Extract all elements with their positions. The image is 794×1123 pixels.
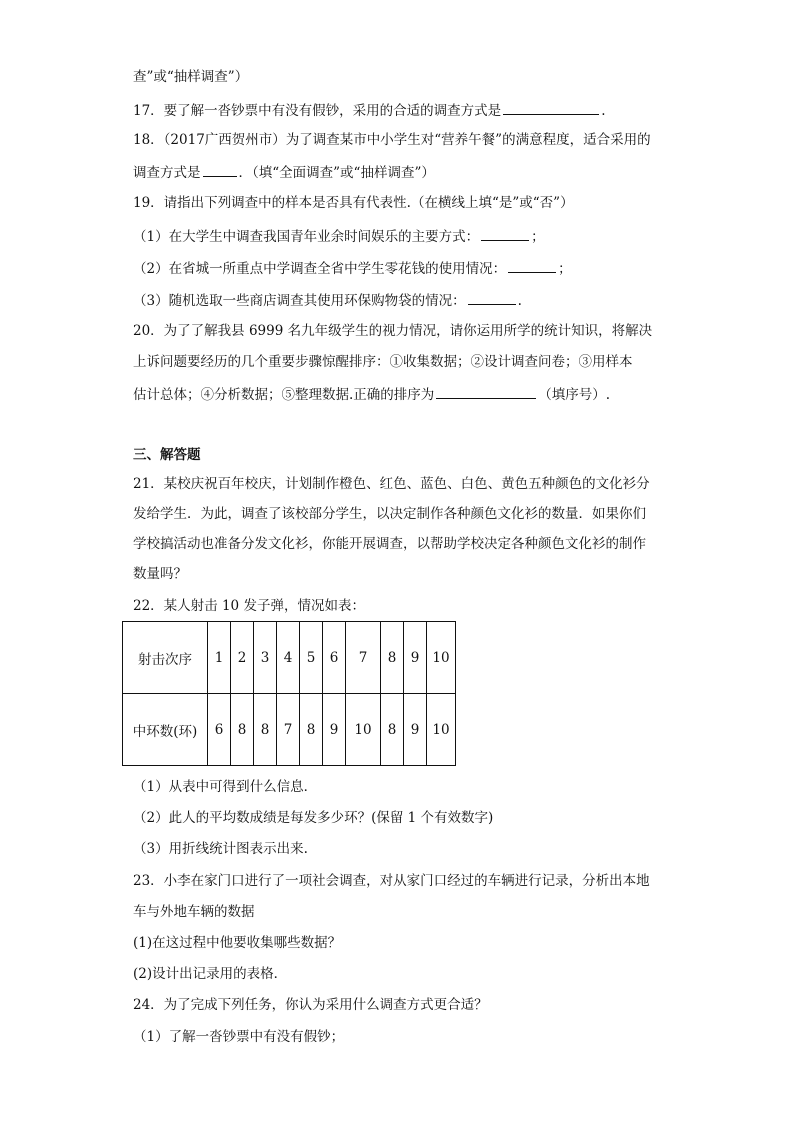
text: 发给学生．为此，调查了该校部分学生，以决定制作各种颜色文化衫的数量．如果你们 (133, 506, 646, 522)
table-cell: 8 (381, 694, 404, 766)
text: （填序号）. (538, 387, 611, 403)
text: 估计总体；④分析数据；⑤整理数据.正确的排序为 (133, 387, 435, 403)
text: 17．要了解一沓钞票中有没有假钞，采用的合适的调查方式是 (133, 103, 502, 119)
text: ； (558, 261, 572, 277)
answer-blank (436, 384, 536, 399)
question-19-1 (133, 226, 545, 246)
table-cell: 1 (208, 622, 231, 694)
text: ．（填“全面调查”或“抽样调查”） (238, 165, 435, 181)
text: 三、解答题 (133, 447, 201, 463)
text: 19．请指出下列调查中的样本是否具有代表性.（在横线上填“是”或“否”） (133, 195, 574, 211)
table-cell: 9 (323, 694, 346, 766)
text: 23．小李在家门口进行了一项社会调查，对从家门口经过的车辆进行记录，分析出本地 (133, 873, 650, 889)
table-cell: 2 (231, 622, 254, 694)
text: 21．某校庆祝百年校庆，计划制作橙色、红色、蓝色、白色、黄色五种颜色的文化衫分 (133, 476, 650, 492)
text: 20．为了了解我县 6999 名九年级学生的视力情况，请你运用所学的统计知识，将解决 (133, 323, 653, 339)
table-cell: 7 (346, 622, 381, 694)
text: 查”或“抽样调查”） (133, 69, 249, 85)
table-row (123, 622, 456, 694)
table-cell: 10 (427, 622, 456, 694)
table-cell: 8 (254, 694, 277, 766)
text: （3）用折线统计图表示出来. (133, 841, 308, 857)
table-cell: 6 (208, 694, 231, 766)
question-18-cont (133, 162, 435, 182)
text: 学校搞活动也准备分发文化衫，你能开展调查，以帮助学校决定各种颜色文化衫的制作 (133, 536, 646, 552)
text: 数量吗？ (133, 566, 187, 582)
table-cell: 8 (300, 694, 323, 766)
text: 上诉问题要经历的几个重要步骤惊醒排序：①收集数据；②设计调查问卷；③用样本 (133, 354, 633, 370)
text: （2）此人的平均数成绩是每发多少环？(保留 1 个有效数字) (133, 810, 494, 826)
text: 车与外地车辆的数据 (133, 904, 255, 920)
answer-blank (508, 258, 556, 273)
table-cell: 4 (277, 622, 300, 694)
question-20 (133, 322, 652, 340)
answer-blank (503, 100, 599, 115)
question-24-1 (133, 1028, 344, 1046)
shooting-score-table (122, 621, 456, 766)
table-cell: 6 (323, 622, 346, 694)
table-cell: 10 (427, 694, 456, 766)
text: (2)设计出记录用的表格． (133, 966, 288, 982)
section-heading (133, 446, 201, 464)
text: (1)在这过程中他要收集哪些数据？ (133, 935, 342, 951)
question-20-cont-2 (133, 384, 610, 404)
question-18 (133, 131, 651, 149)
question-21-cont-2 (133, 535, 646, 553)
answer-blank (468, 290, 516, 305)
question-22-3 (133, 840, 308, 858)
text: 调查方式是 (133, 165, 201, 181)
answer-blank (203, 162, 237, 177)
question-22 (133, 597, 365, 615)
text: （1）在大学生中调查我国青年业余时间娱乐的主要方式： (133, 229, 480, 245)
table-cell: 9 (404, 622, 427, 694)
question-24 (133, 996, 488, 1014)
question-23-2 (133, 965, 287, 983)
question-19 (133, 194, 574, 212)
row-header: 中环数(环) (123, 694, 208, 766)
answer-blank (481, 226, 529, 241)
line-1 (133, 68, 248, 86)
table-cell: 9 (404, 694, 427, 766)
text: 24．为了完成下列任务，你认为采用什么调查方式更合适？ (133, 997, 488, 1013)
table-cell: 8 (381, 622, 404, 694)
table-cell: 3 (254, 622, 277, 694)
text: ； (531, 229, 545, 245)
text: （2）在省城一所重点中学调查全省中学生零花钱的使用情况： (133, 261, 507, 277)
question-23 (133, 872, 650, 890)
text: （3）随机选取一些商店调查其使用环保购物袋的情况： (133, 293, 466, 309)
table-cell: 8 (231, 694, 254, 766)
row-header: 射击次序 (123, 622, 208, 694)
text: （1）从表中可得到什么信息． (133, 779, 318, 795)
question-23-1 (133, 934, 341, 952)
question-22-2 (133, 809, 493, 827)
question-23-cont (133, 903, 255, 921)
text: （1）了解一沓钞票中有没有假钞； (133, 1029, 345, 1045)
table-row (123, 694, 456, 766)
question-21-cont-3 (133, 565, 187, 583)
text: . (601, 103, 606, 119)
question-21-cont-1 (133, 505, 646, 523)
text: . (517, 293, 522, 309)
table-cell: 5 (300, 622, 323, 694)
question-22-1 (133, 778, 317, 796)
question-20-cont-1 (133, 353, 633, 371)
question-17 (133, 100, 605, 120)
question-19-3 (133, 290, 522, 310)
question-19-2 (133, 258, 572, 278)
text: 18．（2017广西贺州市）为了调查某市中小学生对“营养午餐”的满意程度，适合采用的 (133, 132, 651, 148)
table-cell: 7 (277, 694, 300, 766)
question-21 (133, 475, 650, 493)
text: 22．某人射击 10 发子弹，情况如表： (133, 598, 365, 614)
table-cell: 10 (346, 694, 381, 766)
